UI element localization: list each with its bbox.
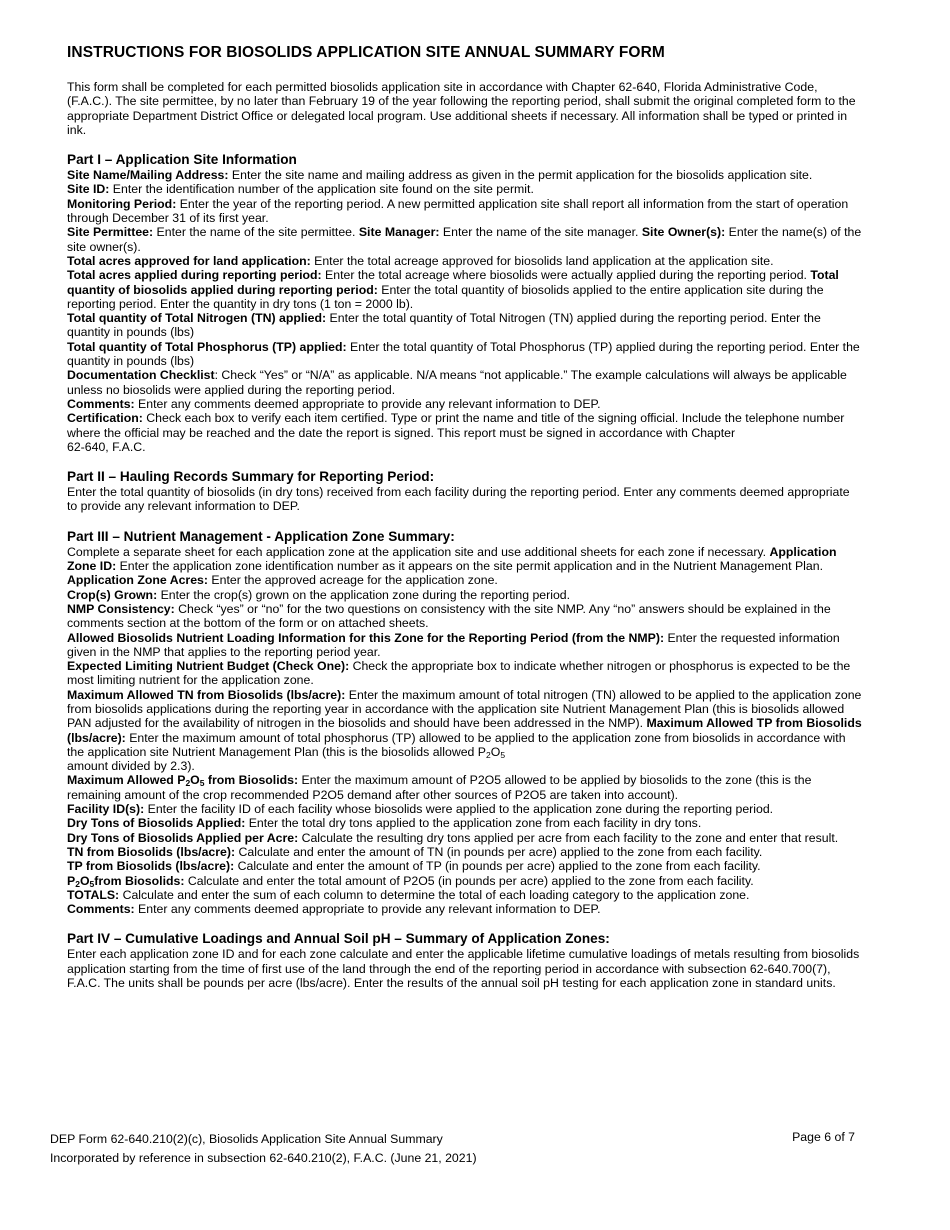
- comments-instruction: Comments: Enter any comments deemed appropriate to provide any relevant information to DEP.: [67, 396, 601, 411]
- max-tn-instruction: Maximum Allowed TN from Biosolids (lbs/acre): Enter the maximum amount of total nitrogen (TN) allowed to be applied to the application zone from biosolids applications during the reporting year in accordance with the application site Nutrient Management Plan (this is biosolids allowed PAN adjusted for the availability of nitrogen in the biosolids and should have been addressed in the NMP). Maximum Allowed TP from Biosolids (lbs/acre): Enter the maximum amount of total phosphorus (TP) allowed to be applied to the application zone from biosolids in accordance with the application site Nutrient Management Plan (this is the biosolids allowed $P_2O_5$ amount divided by 2.3).: [67, 687, 862, 774]
- part1-title: Part I – Application Site Information: [67, 152, 297, 168]
- tn-instruction: Total quantity of Total Nitrogen (TN) applied: Enter the total quantity of Total Nitrogen (TN) applied during the reporting period. Enter the quantity in pounds (lbs): [67, 311, 821, 340]
- max-p2o5-instruction: Maximum Allowed $P_2O_5$ from Biosolids: Enter the maximum amount of P2O5 allowed to be applied by biosolids to the zone (this is the remaining amount of the crop recommended P2O5 demand after other sources of P2O5 are taken into account).: [67, 773, 812, 802]
- permittee-instruction: Site Permittee: Enter the name of the site permittee. Site Manager: Enter the name of the site manager. Site Owner(s): Enter the name(s) of the site owner(s).: [67, 225, 862, 254]
- limiting-nutrient-instruction: Expected Limiting Nutrient Budget (Check One): Check the appropriate box to indicate whether nitrogen or phosphorus is expected to be the most limiting nutrient for the application zone.: [67, 659, 851, 688]
- part3-comments-instruction: Comments: Enter any comments deemed appropriate to provide any relevant information to DEP.: [67, 902, 601, 917]
- acres-approved-instruction: Total acres approved for land application: Enter the total acreage approved for biosolids land application at the application site.: [67, 253, 774, 268]
- certification-instruction: Certification: Check each box to verify each item certified. Type or print the name and title of the signing official. Include the telephone number where the official may be reached and the date the report is signed. This report must be signed in accordance with Chapter 62-640, F.A.C.: [67, 411, 845, 454]
- zone-id-instruction: Complete a separate sheet for each application zone at the application site and use additional sheets for each zone if necessary. Application Zone ID: Enter the application zone identification number as it appears on the site permit application and in the Nutrient Management Plan.: [67, 544, 837, 574]
- part1-section: [67, 151, 862, 454]
- site-name-instruction: Site Name/Mailing Address: Enter the site name and mailing address as given in the permit application for the biosolids application site.: [67, 168, 813, 183]
- site-id-instruction: Site ID: Enter the identification number of the application site found on the site permit.: [67, 182, 534, 197]
- nmp-instruction: NMP Consistency: Check “yes” or “no” for the two questions on consistency with the site NMP. Any “no” answers should be explained in the comments section at the bottom of the form or on attached sheets.: [67, 601, 831, 631]
- zone-acres-instruction: Application Zone Acres: Enter the approved acreage for the application zone.: [67, 573, 498, 588]
- part2-text: Enter the total quantity of biosolids (in dry tons) received from each facility during the reporting period. Enter any comments deemed appropriate to provide any relevant information to DEP.: [67, 485, 850, 514]
- page-title: INSTRUCTIONS FOR BIOSOLIDS APPLICATION SITE ANNUAL SUMMARY FORM: [67, 44, 665, 61]
- dry-tons-per-acre-instruction: Dry Tons of Biosolids Applied per Acre: Calculate the resulting dry tons applied per acre from each facility to the zone and enter that result.: [67, 830, 839, 845]
- part3-section: [67, 528, 862, 917]
- tp-instruction: Total quantity of Total Phosphorus (TP) applied: Enter the total quantity of Total Phosphorus (TP) applied during the reporting period. Enter the quantity in pounds (lbs): [67, 339, 860, 369]
- instructions-page: [67, 44, 862, 1004]
- facility-id-instruction: Facility ID(s): Enter the facility ID of each facility whose biosolids were applied to the application zone during the reporting period.: [67, 802, 774, 817]
- totals-instruction: TOTALS: Calculate and enter the sum of each column to determine the total of each loading category to the application zone.: [67, 887, 750, 902]
- crops-instruction: Crop(s) Grown: Enter the crop(s) grown on the application zone during the reporting period.: [67, 587, 571, 602]
- footer-form-info: [50, 1130, 477, 1168]
- acres-applied-instruction: Total acres applied during reporting period: Enter the total acreage where biosolids were actually applied during the reporting period. Total quantity of biosolids applied during reporting period: Enter the total quantity of biosolids applied to the entire application site during the reporting period. Enter the quantity in dry tons (1 ton = 2000 lb).: [67, 268, 839, 311]
- intro-paragraph: This form shall be completed for each permitted biosolids application site in accordance with Chapter 62-640, Florida Administrative Code, (F.A.C.). The site permittee, by no later than February 19 of the year following the reporting period, shall submit the original completed form to the appropriate Department District Office or delegated local program. Use additional sheets if necessary. All information shall be typed or printed in ink.: [67, 80, 856, 137]
- documentation-instruction: Documentation Checklist: Check “Yes” or “N/A” as applicable. N/A means “not applicable.” The example calculations will always be applicable unless no biosolids were applied during the reporting period.: [67, 368, 847, 397]
- monitoring-period-instruction: Monitoring Period: Enter the year of the reporting period. A new permitted application site shall report all information from the start of operation through December 31 of its first year.: [67, 196, 849, 226]
- part3-title: Part III – Nutrient Management - Application Zone Summary:: [67, 528, 455, 544]
- p2o5-biosolids-instruction: $P_2O_5from$ Biosolids: Calculate and enter the total amount of P2O5 (in pounds per acre) applied to the zone from each facility.: [67, 873, 754, 889]
- part2-title: Part II – Hauling Records Summary for Reporting Period:: [67, 469, 435, 485]
- part4-section: [67, 930, 862, 990]
- part2-section: [67, 468, 862, 514]
- footer-line1: DEP Form 62-640.210(2)(c), Biosolids Application Site Annual Summary: [50, 1132, 443, 1146]
- dry-tons-instruction: Dry Tons of Biosolids Applied: Enter the total dry tons applied to the application zone from each facility in dry tons.: [67, 816, 702, 831]
- allowed-loading-instruction: Allowed Biosolids Nutrient Loading Information for this Zone for the Reporting Period (from the NMP): Enter the requested information given in the NMP that applies to the reporting period year.: [67, 630, 840, 659]
- part4-title: Part IV – Cumulative Loadings and Annual Soil pH – Summary of Application Zones:: [67, 931, 610, 947]
- page-number: Page 6 of 7: [792, 1130, 855, 1144]
- tp-biosolids-instruction: TP from Biosolids (lbs/acre): Calculate and enter the amount of TP (in pounds per acre) applied to the zone from each facility.: [67, 859, 761, 874]
- tn-biosolids-instruction: TN from Biosolids (lbs/acre): Calculate and enter the amount of TN (in pounds per acre) applied to the zone from each facility.: [67, 844, 763, 859]
- part4-text: Enter each application zone ID and for each zone calculate and enter the applicable lifetime cumulative loadings of metals resulting from biosolids application starting from the time of first use of the land through the end of the reporting period in accordance with subsection 62-640.700(7), F.A.C. The units shall be pounds per acre (lbs/acre). Enter the results of the annual soil pH testing for each application zone in standard units.: [67, 947, 860, 991]
- footer-line2: Incorporated by reference in subsection 62-640.210(2), F.A.C. (June 21, 2021): [50, 1151, 477, 1165]
